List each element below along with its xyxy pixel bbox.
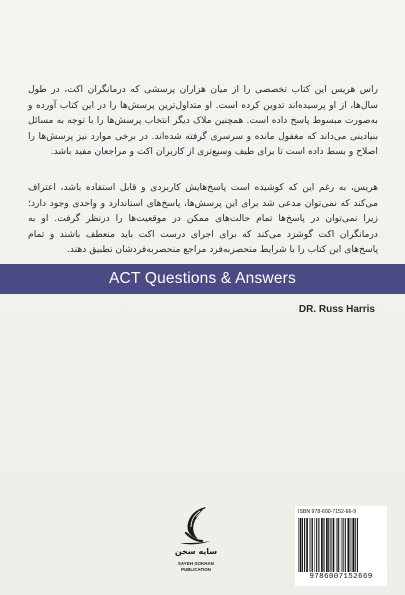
barcode-bar: [312, 518, 313, 572]
feather-logo-icon: [166, 503, 226, 547]
barcode-icon: [298, 518, 384, 572]
barcode-bar: [350, 518, 351, 572]
barcode-bar: [351, 518, 352, 572]
barcode-bar: [337, 518, 338, 572]
barcode-number: 9786007152669: [309, 573, 373, 581]
barcode-bar: [316, 518, 317, 572]
barcode-bar: [310, 518, 311, 572]
barcode-bar: [343, 518, 344, 572]
barcode-bar: [321, 518, 323, 572]
author-name: DR. Russ Harris: [298, 304, 375, 315]
isbn-label: ISBN 978-600-7152-66-9: [298, 509, 356, 515]
barcode-bar: [318, 518, 319, 572]
barcode-bar: [306, 518, 308, 572]
book-title: ACT Questions & Answers: [109, 270, 296, 287]
barcode-bar: [355, 518, 356, 572]
barcode-bar: [326, 518, 328, 572]
barcode-bar: [304, 518, 305, 572]
barcode-bar: [352, 518, 354, 572]
title-band: [0, 264, 405, 294]
barcode-bar: [341, 518, 342, 572]
barcode-bar: [333, 518, 335, 572]
barcode-bar: [302, 518, 303, 572]
barcode-bar: [328, 518, 329, 572]
barcode-bar: [298, 518, 299, 572]
barcode-bar: [311, 518, 312, 572]
publisher-name-en: SAYEH SOKHAN: [177, 561, 215, 566]
barcode-bar: [348, 518, 350, 572]
barcode-bar: [300, 518, 302, 572]
barcode-box: [295, 506, 387, 586]
barcode-bar: [330, 518, 331, 572]
description-paragraph-1: راس هریس این کتاب تخصصی را از میان هزاران پرسشی که درمانگران اکت، در طول سال‌ها، از او پرسیده‌اند تدوین کرده است. او متداول‌ترین پرسش‌ها را در این کتاب آورده و به‌صورت مبسوط پاسخ داده است. همچنین ملاک دیگر انتخاب پرسش‌ها را با توجه به مسائل بنیادینی می‌داند که مغفول مانده و سرسری گرفته شده‌اند. در برخی موارد نیز پرسش‌ها را اصلاح و بسط داده است تا برای طیف وسیع‌تری از کاربران اکت و مراجعان مفید باشد.: [28, 84, 378, 157]
description-paragraph-2: هریس، به رغم این که کوشیده است پاسخ‌هایش کاربردی و قابل استفاده باشد، اعتراف می‌کند که نمی‌توان مدعی شد برای این پرسش‌ها، پاسخ‌های استاندارد و واحدی وجود دارد؛ زیرا نمی‌توان در پاسخ‌ها تمام حالت‌های ممکن در موقعیت‌ها را درنظر گرفت. او به درمانگران اکت گوشزد می‌کند که برای اجرای درست اکت باید منعطف باشند و تمام پاسخ‌های این کتاب را با شرایط منحصربه‌فرد مراجع منحصربه‌فردشان تطبیق دهند.: [28, 182, 378, 255]
publisher-name-fa: سایه سخن: [174, 547, 218, 556]
barcode-bar: [345, 518, 346, 572]
publisher-logo: [166, 503, 226, 583]
barcode-bar: [338, 518, 339, 572]
barcode-bar: [336, 518, 337, 572]
barcode-bar: [357, 518, 358, 572]
barcode-bar: [315, 518, 316, 572]
publisher-name-en-sub: PUBLICATION: [181, 567, 211, 572]
barcode-bar: [323, 518, 324, 572]
barcode-bar: [324, 518, 325, 572]
